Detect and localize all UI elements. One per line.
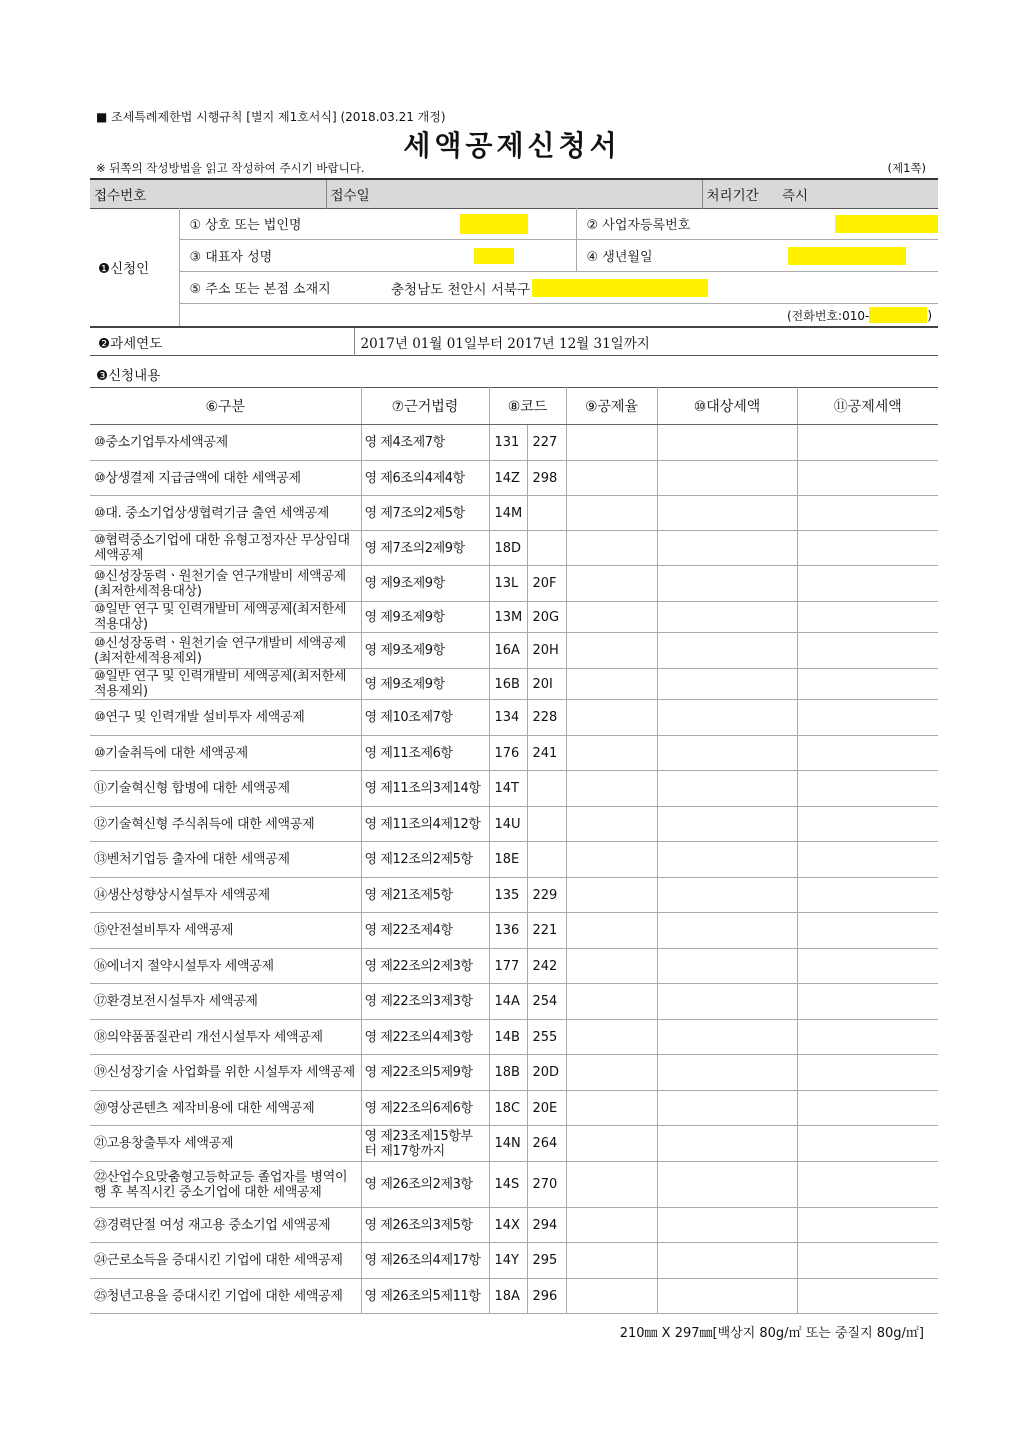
tax-year-value[interactable]: 2017년 01월 01일부터 2017년 12월 31일까지 xyxy=(354,327,938,356)
table-row xyxy=(90,1279,938,1314)
row-target-tax-input[interactable] xyxy=(657,1162,797,1208)
row-code-primary: 135 xyxy=(489,878,527,913)
header-law: ⑦근거법령 xyxy=(361,388,489,425)
row-category: ㉔근로소득을 증대시킨 기업에 대한 세액공제 xyxy=(90,1243,361,1279)
company-name-label: ① 상호 또는 법인명 xyxy=(179,208,379,240)
table-row xyxy=(90,496,938,531)
birth-date-label: ④ 생년월일 xyxy=(576,240,784,272)
row-deduction-input[interactable] xyxy=(797,669,938,700)
row-code-primary: 18E xyxy=(489,842,527,878)
tax-year-label: ❷과세연도 xyxy=(98,335,163,352)
row-law: 영 제9조제9항 xyxy=(361,633,489,669)
row-code-secondary xyxy=(527,496,566,531)
row-deduction-input[interactable] xyxy=(797,1020,938,1055)
row-deduction-input[interactable] xyxy=(797,771,938,807)
row-rate-input[interactable] xyxy=(566,1126,657,1162)
row-code-secondary: 298 xyxy=(527,461,566,496)
row-category: ㉒산업수요맞춤형고등학교등 졸업자를 병역이행 후 복직시킨 중소기업에 대한 세액공제 xyxy=(90,1162,361,1208)
row-deduction-input[interactable] xyxy=(797,984,938,1020)
row-code-primary: 14M xyxy=(489,496,527,531)
row-rate-input[interactable] xyxy=(566,771,657,807)
row-code-primary: 14S xyxy=(489,1162,527,1208)
row-deduction-input[interactable] xyxy=(797,1055,938,1091)
row-target-tax-input[interactable] xyxy=(657,633,797,669)
processing-period-value: 즉시 xyxy=(782,188,809,204)
row-rate-input[interactable] xyxy=(566,736,657,771)
receipt-info-table xyxy=(90,178,938,209)
row-code-secondary: 296 xyxy=(527,1279,566,1314)
row-category: ㉓경력단절 여성 재고용 중소기업 세액공제 xyxy=(90,1208,361,1243)
row-code-primary: 176 xyxy=(489,736,527,771)
row-deduction-input[interactable] xyxy=(797,1126,938,1162)
table-row xyxy=(90,531,938,566)
row-law: 영 제9조제9항 xyxy=(361,566,489,602)
row-law: 영 제11조제6항 xyxy=(361,736,489,771)
address-value-cell[interactable] xyxy=(379,272,938,304)
row-law: 영 제11조의3제14항 xyxy=(361,771,489,807)
row-category: ⑮안전설비투자 세액공제 xyxy=(90,913,361,949)
row-code-secondary: 270 xyxy=(527,1162,566,1208)
row-category: ⑩신성장동력ㆍ원천기술 연구개발비 세액공제 (최저한세적용대상) xyxy=(90,566,361,602)
row-code-secondary: 241 xyxy=(527,736,566,771)
row-deduction-input[interactable] xyxy=(797,842,938,878)
row-rate-input[interactable] xyxy=(566,700,657,736)
row-rate-input[interactable] xyxy=(566,1208,657,1243)
redaction-mark xyxy=(460,214,528,234)
row-code-secondary: 20G xyxy=(527,602,566,633)
row-rate-input[interactable] xyxy=(566,633,657,669)
row-code-primary: 14T xyxy=(489,771,527,807)
row-target-tax-input[interactable] xyxy=(657,949,797,984)
paper-size-note: 210㎜ X 297㎜[백상지 80g/㎡ 또는 중질지 80g/㎡] xyxy=(619,1326,924,1341)
row-code-primary: 18B xyxy=(489,1055,527,1091)
row-law: 영 제26조의3제5항 xyxy=(361,1208,489,1243)
representative-value[interactable] xyxy=(379,240,576,272)
receipt-date-label: 접수일 xyxy=(326,179,702,209)
row-deduction-input[interactable] xyxy=(797,531,938,566)
row-code-secondary: 294 xyxy=(527,1208,566,1243)
row-target-tax-input[interactable] xyxy=(657,1126,797,1162)
table-row xyxy=(90,1162,938,1208)
row-law: 영 제11조의4제12항 xyxy=(361,807,489,842)
row-code-secondary: 20E xyxy=(527,1091,566,1126)
table-row xyxy=(90,913,938,949)
row-category: ⑩대. 중소기업상생협력기금 출연 세액공제 xyxy=(90,496,361,531)
row-code-secondary: 20D xyxy=(527,1055,566,1091)
document-title: 세액공제신청서 xyxy=(403,129,621,162)
row-deduction-input[interactable] xyxy=(797,496,938,531)
row-category: ㉑고용창출투자 세액공제 xyxy=(90,1126,361,1162)
row-law: 영 제7조의2제5항 xyxy=(361,496,489,531)
row-category: ⑬벤처기업등 출자에 대한 세액공제 xyxy=(90,842,361,878)
header-target-tax: ⑩대상세액 xyxy=(657,388,797,425)
header-code: ⑧코드 xyxy=(489,388,566,425)
row-code-secondary: 295 xyxy=(527,1243,566,1279)
row-target-tax-input[interactable] xyxy=(657,984,797,1020)
row-target-tax-input[interactable] xyxy=(657,1208,797,1243)
row-law: 영 제26조의5제11항 xyxy=(361,1279,489,1314)
table-row xyxy=(90,1020,938,1055)
row-code-secondary: 228 xyxy=(527,700,566,736)
row-law: 영 제22조의5제9항 xyxy=(361,1055,489,1091)
row-rate-input[interactable] xyxy=(566,1091,657,1126)
row-code-secondary: 254 xyxy=(527,984,566,1020)
row-code-secondary: 20F xyxy=(527,566,566,602)
row-rate-input[interactable] xyxy=(566,913,657,949)
table-row xyxy=(90,669,938,700)
row-code-primary: 177 xyxy=(489,949,527,984)
row-target-tax-input[interactable] xyxy=(657,531,797,566)
row-code-primary: 136 xyxy=(489,913,527,949)
phone-suffix: ) xyxy=(927,308,932,322)
row-law: 영 제23조제15항부터 제17항까지 xyxy=(361,1126,489,1162)
row-deduction-input[interactable] xyxy=(797,633,938,669)
row-target-tax-input[interactable] xyxy=(657,669,797,700)
redaction-mark xyxy=(474,248,514,264)
row-target-tax-input[interactable] xyxy=(657,1020,797,1055)
row-code-secondary: 221 xyxy=(527,913,566,949)
row-law: 영 제7조의2제9항 xyxy=(361,531,489,566)
row-law: 영 제22조의3제3항 xyxy=(361,984,489,1020)
row-code-primary: 18A xyxy=(489,1279,527,1314)
row-law: 영 제22조의4제3항 xyxy=(361,1020,489,1055)
row-category: ⑩연구 및 인력개발 설비투자 세액공제 xyxy=(90,700,361,736)
table-row xyxy=(90,461,938,496)
row-deduction-input[interactable] xyxy=(797,807,938,842)
row-category: ⑪기술혁신형 합병에 대한 세액공제 xyxy=(90,771,361,807)
table-row xyxy=(90,1126,938,1162)
row-category: ⑩신성장동력ㆍ원천기술 연구개발비 세액공제 (최저한세적용제외) xyxy=(90,633,361,669)
row-code-primary: 14Z xyxy=(489,461,527,496)
table-row xyxy=(90,566,938,602)
redaction-mark xyxy=(532,279,708,297)
row-category: ⑰환경보전시설투자 세액공제 xyxy=(90,984,361,1020)
row-code-secondary: 242 xyxy=(527,949,566,984)
row-code-secondary xyxy=(527,771,566,807)
row-rate-input[interactable] xyxy=(566,602,657,633)
row-code-primary: 14B xyxy=(489,1020,527,1055)
row-rate-input[interactable] xyxy=(566,842,657,878)
row-rate-input[interactable] xyxy=(566,1243,657,1279)
deduction-table xyxy=(90,387,938,1314)
row-law: 영 제26조의4제17항 xyxy=(361,1243,489,1279)
row-target-tax-input[interactable] xyxy=(657,496,797,531)
redaction-mark xyxy=(835,215,938,233)
table-row xyxy=(90,878,938,913)
row-code-secondary xyxy=(527,842,566,878)
table-header-row xyxy=(90,388,938,425)
page-indicator: (제1쪽) xyxy=(887,161,926,175)
row-deduction-input[interactable] xyxy=(797,1208,938,1243)
row-code-primary: 18D xyxy=(489,531,527,566)
table-row xyxy=(90,1243,938,1279)
header-category: ⑥구분 xyxy=(90,388,361,425)
row-category: ⑩기술취득에 대한 세액공제 xyxy=(90,736,361,771)
row-target-tax-input[interactable] xyxy=(657,913,797,949)
tax-year-table xyxy=(90,326,938,356)
row-code-primary: 16B xyxy=(489,669,527,700)
row-deduction-input[interactable] xyxy=(797,602,938,633)
row-code-secondary xyxy=(527,531,566,566)
row-target-tax-input[interactable] xyxy=(657,566,797,602)
row-category: ㉕청년고용을 증대시킨 기업에 대한 세액공제 xyxy=(90,1279,361,1314)
table-row xyxy=(90,1091,938,1126)
row-rate-input[interactable] xyxy=(566,1279,657,1314)
row-code-secondary xyxy=(527,807,566,842)
row-deduction-input[interactable] xyxy=(797,461,938,496)
row-category: ⑩상생결제 지급금액에 대한 세액공제 xyxy=(90,461,361,496)
row-rate-input[interactable] xyxy=(566,984,657,1020)
row-code-primary: 13L xyxy=(489,566,527,602)
phone-prefix: (전화번호:010- xyxy=(786,308,870,323)
row-category: ⑩일반 연구 및 인력개발비 세액공제(최저한세 적용제외) xyxy=(90,669,361,700)
header-deduction-amount: ⑪공제세액 xyxy=(797,388,938,425)
redaction-mark xyxy=(869,307,927,323)
row-deduction-input[interactable] xyxy=(797,736,938,771)
row-code-secondary: 229 xyxy=(527,878,566,913)
row-deduction-input[interactable] xyxy=(797,1162,938,1208)
row-code-secondary: 20H xyxy=(527,633,566,669)
row-deduction-input[interactable] xyxy=(797,949,938,984)
row-rate-input[interactable] xyxy=(566,461,657,496)
row-category: ⑩중소기업투자세액공제 xyxy=(90,425,361,461)
law-reference: ■ 조세특례제한법 시행규칙 [별지 제1호서식] (2018.03.21 개정) xyxy=(96,110,446,124)
row-target-tax-input[interactable] xyxy=(657,736,797,771)
row-code-secondary: 20I xyxy=(527,669,566,700)
table-row xyxy=(90,771,938,807)
row-code-primary: 14N xyxy=(489,1126,527,1162)
row-category: ⑱의약품품질관리 개선시설투자 세액공제 xyxy=(90,1020,361,1055)
table-row xyxy=(90,602,938,633)
row-target-tax-input[interactable] xyxy=(657,461,797,496)
row-code-primary: 14A xyxy=(489,984,527,1020)
row-law: 영 제9조제9항 xyxy=(361,669,489,700)
address-value: 충청남도 천안시 서북구 xyxy=(391,281,530,298)
row-deduction-input[interactable] xyxy=(797,1091,938,1126)
row-category: ⑩협력중소기업에 대한 유형고정자산 무상임대 세액공제 xyxy=(90,531,361,566)
table-row xyxy=(90,1055,938,1091)
table-row xyxy=(90,736,938,771)
row-deduction-input[interactable] xyxy=(797,1279,938,1314)
table-row xyxy=(90,807,938,842)
row-rate-input[interactable] xyxy=(566,496,657,531)
row-code-primary: 14X xyxy=(489,1208,527,1243)
row-category: ⑲신성장기술 사업화를 위한 시설투자 세액공제 xyxy=(90,1055,361,1091)
row-target-tax-input[interactable] xyxy=(657,771,797,807)
row-law: 영 제9조제9항 xyxy=(361,602,489,633)
table-row xyxy=(90,984,938,1020)
instruction-note: ※ 뒤쪽의 작성방법을 읽고 작성하여 주시기 바랍니다. xyxy=(96,161,365,175)
row-deduction-input[interactable] xyxy=(797,913,938,949)
birth-date-value[interactable] xyxy=(784,240,938,272)
row-law: 영 제22조의2제3항 xyxy=(361,949,489,984)
row-code-primary: 16A xyxy=(489,633,527,669)
business-number-label: ② 사업자등록번호 xyxy=(576,208,784,240)
table-row xyxy=(90,949,938,984)
row-category: ⑳영상콘텐츠 제작비용에 대한 세액공제 xyxy=(90,1091,361,1126)
row-rate-input[interactable] xyxy=(566,566,657,602)
row-target-tax-input[interactable] xyxy=(657,1091,797,1126)
business-number-value[interactable] xyxy=(784,208,938,240)
table-row xyxy=(90,700,938,736)
applicant-table xyxy=(90,208,938,327)
row-law: 영 제22조의6제6항 xyxy=(361,1091,489,1126)
row-rate-input[interactable] xyxy=(566,425,657,461)
row-law: 영 제10조제7항 xyxy=(361,700,489,736)
row-deduction-input[interactable] xyxy=(797,1243,938,1279)
row-target-tax-input[interactable] xyxy=(657,878,797,913)
row-target-tax-input[interactable] xyxy=(657,842,797,878)
row-code-primary: 13M xyxy=(489,602,527,633)
row-rate-input[interactable] xyxy=(566,1055,657,1091)
row-law: 영 제22조제4항 xyxy=(361,913,489,949)
row-law: 영 제6조의4제4항 xyxy=(361,461,489,496)
row-rate-input[interactable] xyxy=(566,1020,657,1055)
table-row xyxy=(90,1208,938,1243)
row-deduction-input[interactable] xyxy=(797,878,938,913)
company-name-value[interactable] xyxy=(379,208,576,240)
row-code-primary: 14U xyxy=(489,807,527,842)
header-rate: ⑨공제율 xyxy=(566,388,657,425)
row-deduction-input[interactable] xyxy=(797,425,938,461)
phone-cell xyxy=(179,304,938,327)
row-code-primary: 131 xyxy=(489,425,527,461)
table-row xyxy=(90,425,938,461)
row-category: ⑭생산성향상시설투자 세액공제 xyxy=(90,878,361,913)
row-category: ⑯에너지 절약시설투자 세액공제 xyxy=(90,949,361,984)
row-category: ⑩일반 연구 및 인력개발비 세액공제(최저한세 적용대상) xyxy=(90,602,361,633)
row-target-tax-input[interactable] xyxy=(657,1055,797,1091)
receipt-number-label: 접수번호 xyxy=(94,188,147,204)
redaction-mark xyxy=(788,247,906,265)
row-code-secondary: 227 xyxy=(527,425,566,461)
row-code-primary: 18C xyxy=(489,1091,527,1126)
row-deduction-input[interactable] xyxy=(797,700,938,736)
row-target-tax-input[interactable] xyxy=(657,602,797,633)
row-rate-input[interactable] xyxy=(566,669,657,700)
table-row xyxy=(90,842,938,878)
row-code-primary: 14Y xyxy=(489,1243,527,1279)
row-rate-input[interactable] xyxy=(566,949,657,984)
row-target-tax-input[interactable] xyxy=(657,425,797,461)
row-code-primary: 134 xyxy=(489,700,527,736)
row-rate-input[interactable] xyxy=(566,1162,657,1208)
row-target-tax-input[interactable] xyxy=(657,1243,797,1279)
processing-period-label: 처리기간 xyxy=(702,179,778,209)
row-law: 영 제4조제7항 xyxy=(361,425,489,461)
representative-label: ③ 대표자 성명 xyxy=(179,240,379,272)
row-category: ⑫기술혁신형 주식취득에 대한 세액공제 xyxy=(90,807,361,842)
row-target-tax-input[interactable] xyxy=(657,700,797,736)
row-law: 영 제26조의2제3항 xyxy=(361,1162,489,1208)
row-law: 영 제21조제5항 xyxy=(361,878,489,913)
row-rate-input[interactable] xyxy=(566,807,657,842)
row-law: 영 제12조의2제5항 xyxy=(361,842,489,878)
row-rate-input[interactable] xyxy=(566,531,657,566)
table-row xyxy=(90,633,938,669)
row-code-secondary: 255 xyxy=(527,1020,566,1055)
row-deduction-input[interactable] xyxy=(797,566,938,602)
applicant-section-label: ❶신청인 xyxy=(90,208,179,327)
application-content-label: ❸신청내용 xyxy=(96,368,161,384)
row-code-secondary: 264 xyxy=(527,1126,566,1162)
row-target-tax-input[interactable] xyxy=(657,1279,797,1314)
row-rate-input[interactable] xyxy=(566,878,657,913)
row-target-tax-input[interactable] xyxy=(657,807,797,842)
address-label: ⑤ 주소 또는 본점 소재지 xyxy=(179,272,379,304)
